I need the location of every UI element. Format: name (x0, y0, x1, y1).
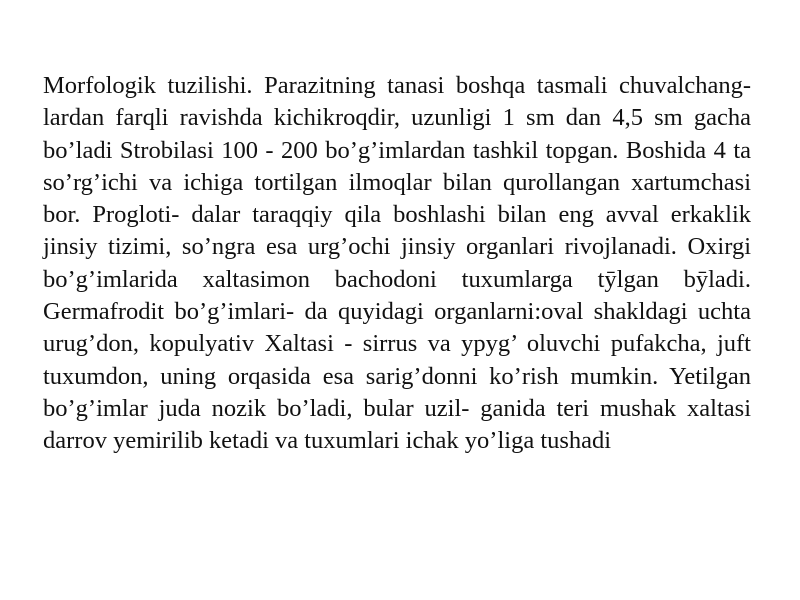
body-paragraph: Morfologik tuzilishi. Parazitning tanasi boshqa tasmali chuvalchang- lardan farqli ravishda kichikroqdir, uzunligi 1 sm dan 4,5 sm gacha bo’ladi Strobilasi 100 - 200 bo’g’imlardan tashkil topgan. Boshida 4 ta so’rg’ichi va ichiga tortilgan ilmoqlar bilan qurollangan xartumchasi bor. Progloti- dalar taraqqiy qila boshlashi bilan eng avval erkaklik jinsiy tizimi, so’ngra esa urg’ochi jinsiy organlari rivojlanadi. Oxirgi bo’g’imlarida xaltasimon bachodoni tuxumlarga tӯlgan bӯladi. Germafrodit bo’g’imlari- da quyidagi organlarni:oval shakldagi uchta urug’don, kopulyativ Xaltasi - sirrus va ypyg’ oluvchi pufakcha, juft tuxumdon, uning orqasida esa sarig’donni ko’rish mumkin. Yetilgan bo’g’imlar juda nozik bo’ladi, bular uzil- ganida teri mushak xaltasi darrov yemirilib ketadi va tuxumlari ichak yo’liga tushadi (43, 72, 751, 455)
